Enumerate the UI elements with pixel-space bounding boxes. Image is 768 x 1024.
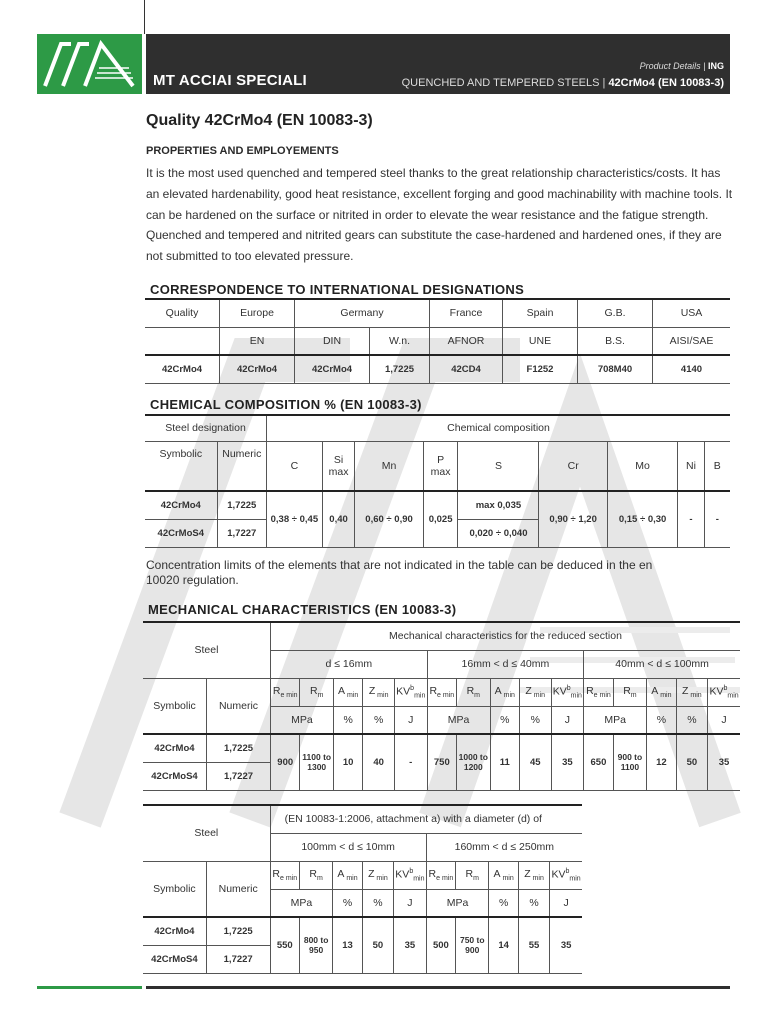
language: ING — [707, 61, 724, 71]
breadcrumb: QUENCHED AND TEMPERED STEELS | 42CrMo4 (EN 10083-3) — [401, 77, 724, 89]
mechanical-table: Steel Mechanical characteristics for the reduced section d ≤ 16mm 16mm < d ≤ 40mm 40mm < d ≤ 100mm Symbolic Numeric $R_{e min}$ $R_m$ A $_{min}$ Z $_{min}$ $KV^b_{min}$ $R_{e min}$ $R_m$ A $_{min}$ Z $_{min}$ $KV^b_{min}$ $R_{e min}$ $R_m$ A $_{min}$ Z $_{min}$ $KV^b_{min}$ MPa % % J MPa % % J MPa % % J 42CrMo4 1,7225 900 1100 to 1300 10 40 - 750 1000 to 1200 11 45 35 650 900 to 1100 12 50 35 42CrMoS4 1,7227 — [143, 621, 740, 791]
grade-name: 42CrMo4 (EN 10083-3) — [608, 77, 724, 89]
properties-heading: PROPERTIES AND EMPLOYEMENTS — [146, 145, 339, 157]
properties-text: It is the most used quenched and tempered steel thanks to the great relationship characteristics/costs. It has an elevated hardenability, good heat resistance, excellent forging and good machinability with machine tools. It can be hardened on the surface or nitrited in order to elevate the wear resistance and the fatigue strength. Quenched and tempered and nitrited gears can substitute the case-hardened and hardened ones, if they are not submitted to too elevated pressure. — [146, 166, 733, 264]
brand-name: MT ACCIAI SPECIALI — [153, 72, 307, 89]
product-details-label: Product Details | ING — [639, 61, 724, 71]
note-text: Concentration limits of the elements that are not indicated in the table can be deduced in the en 10020 regulation. — [146, 558, 653, 587]
designations-table: Quality Europe Germany France Spain G.B. USA EN DIN W.n. AFNOR UNE B.S. AISI/SAE 42CrMo4 42CrMo4 42CrMo4 1,7225 42CD4 F1252 708M40 4140 — [145, 298, 730, 384]
page-title: Quality 42CrMo4 (EN 10083-3) — [146, 112, 373, 129]
mechanical-heading: MECHANICAL CHARACTERISTICS (EN 10083-3) — [148, 602, 457, 617]
chemical-heading: CHEMICAL COMPOSITION % (EN 10083-3) — [150, 397, 422, 412]
designations-heading: CORRESPONDENCE TO INTERNATIONAL DESIGNATIONS — [150, 282, 525, 297]
chemical-table: Steel designation Chemical composition Symbolic Numeric C Si max Mn P max S Cr Mo Ni B 42CrMo4 1,7225 0,38 ÷ 0,45 0,40 0,60 ÷ 0,90 0,025 max 0,035 0,90 ÷ 1,20 0,15 ÷ 0,30 - - 42CrMoS4 1,7227 0,020 ÷ 0,040 — [145, 414, 730, 548]
mechanical-table-2: Steel (EN 10083-1:2006, attachment a) with a diameter (d) of 100mm < d ≤ 10mm 160mm < d ≤ 250mm Symbolic Numeric $R_{e min}$ $R_m$ A $_{min}$ Z $_{min}$ $KV^b_{min}$ $R_{e min}$ $R_m$ A $_{min}$ Z $_{min}$ $KV^b_{min}$ MPa % % J MPa % % J 42CrMo4 1,7225 550 800 to 950 13 50 35 500 750 to 900 14 55 35 42CrMoS4 1,7227 — [143, 804, 582, 974]
